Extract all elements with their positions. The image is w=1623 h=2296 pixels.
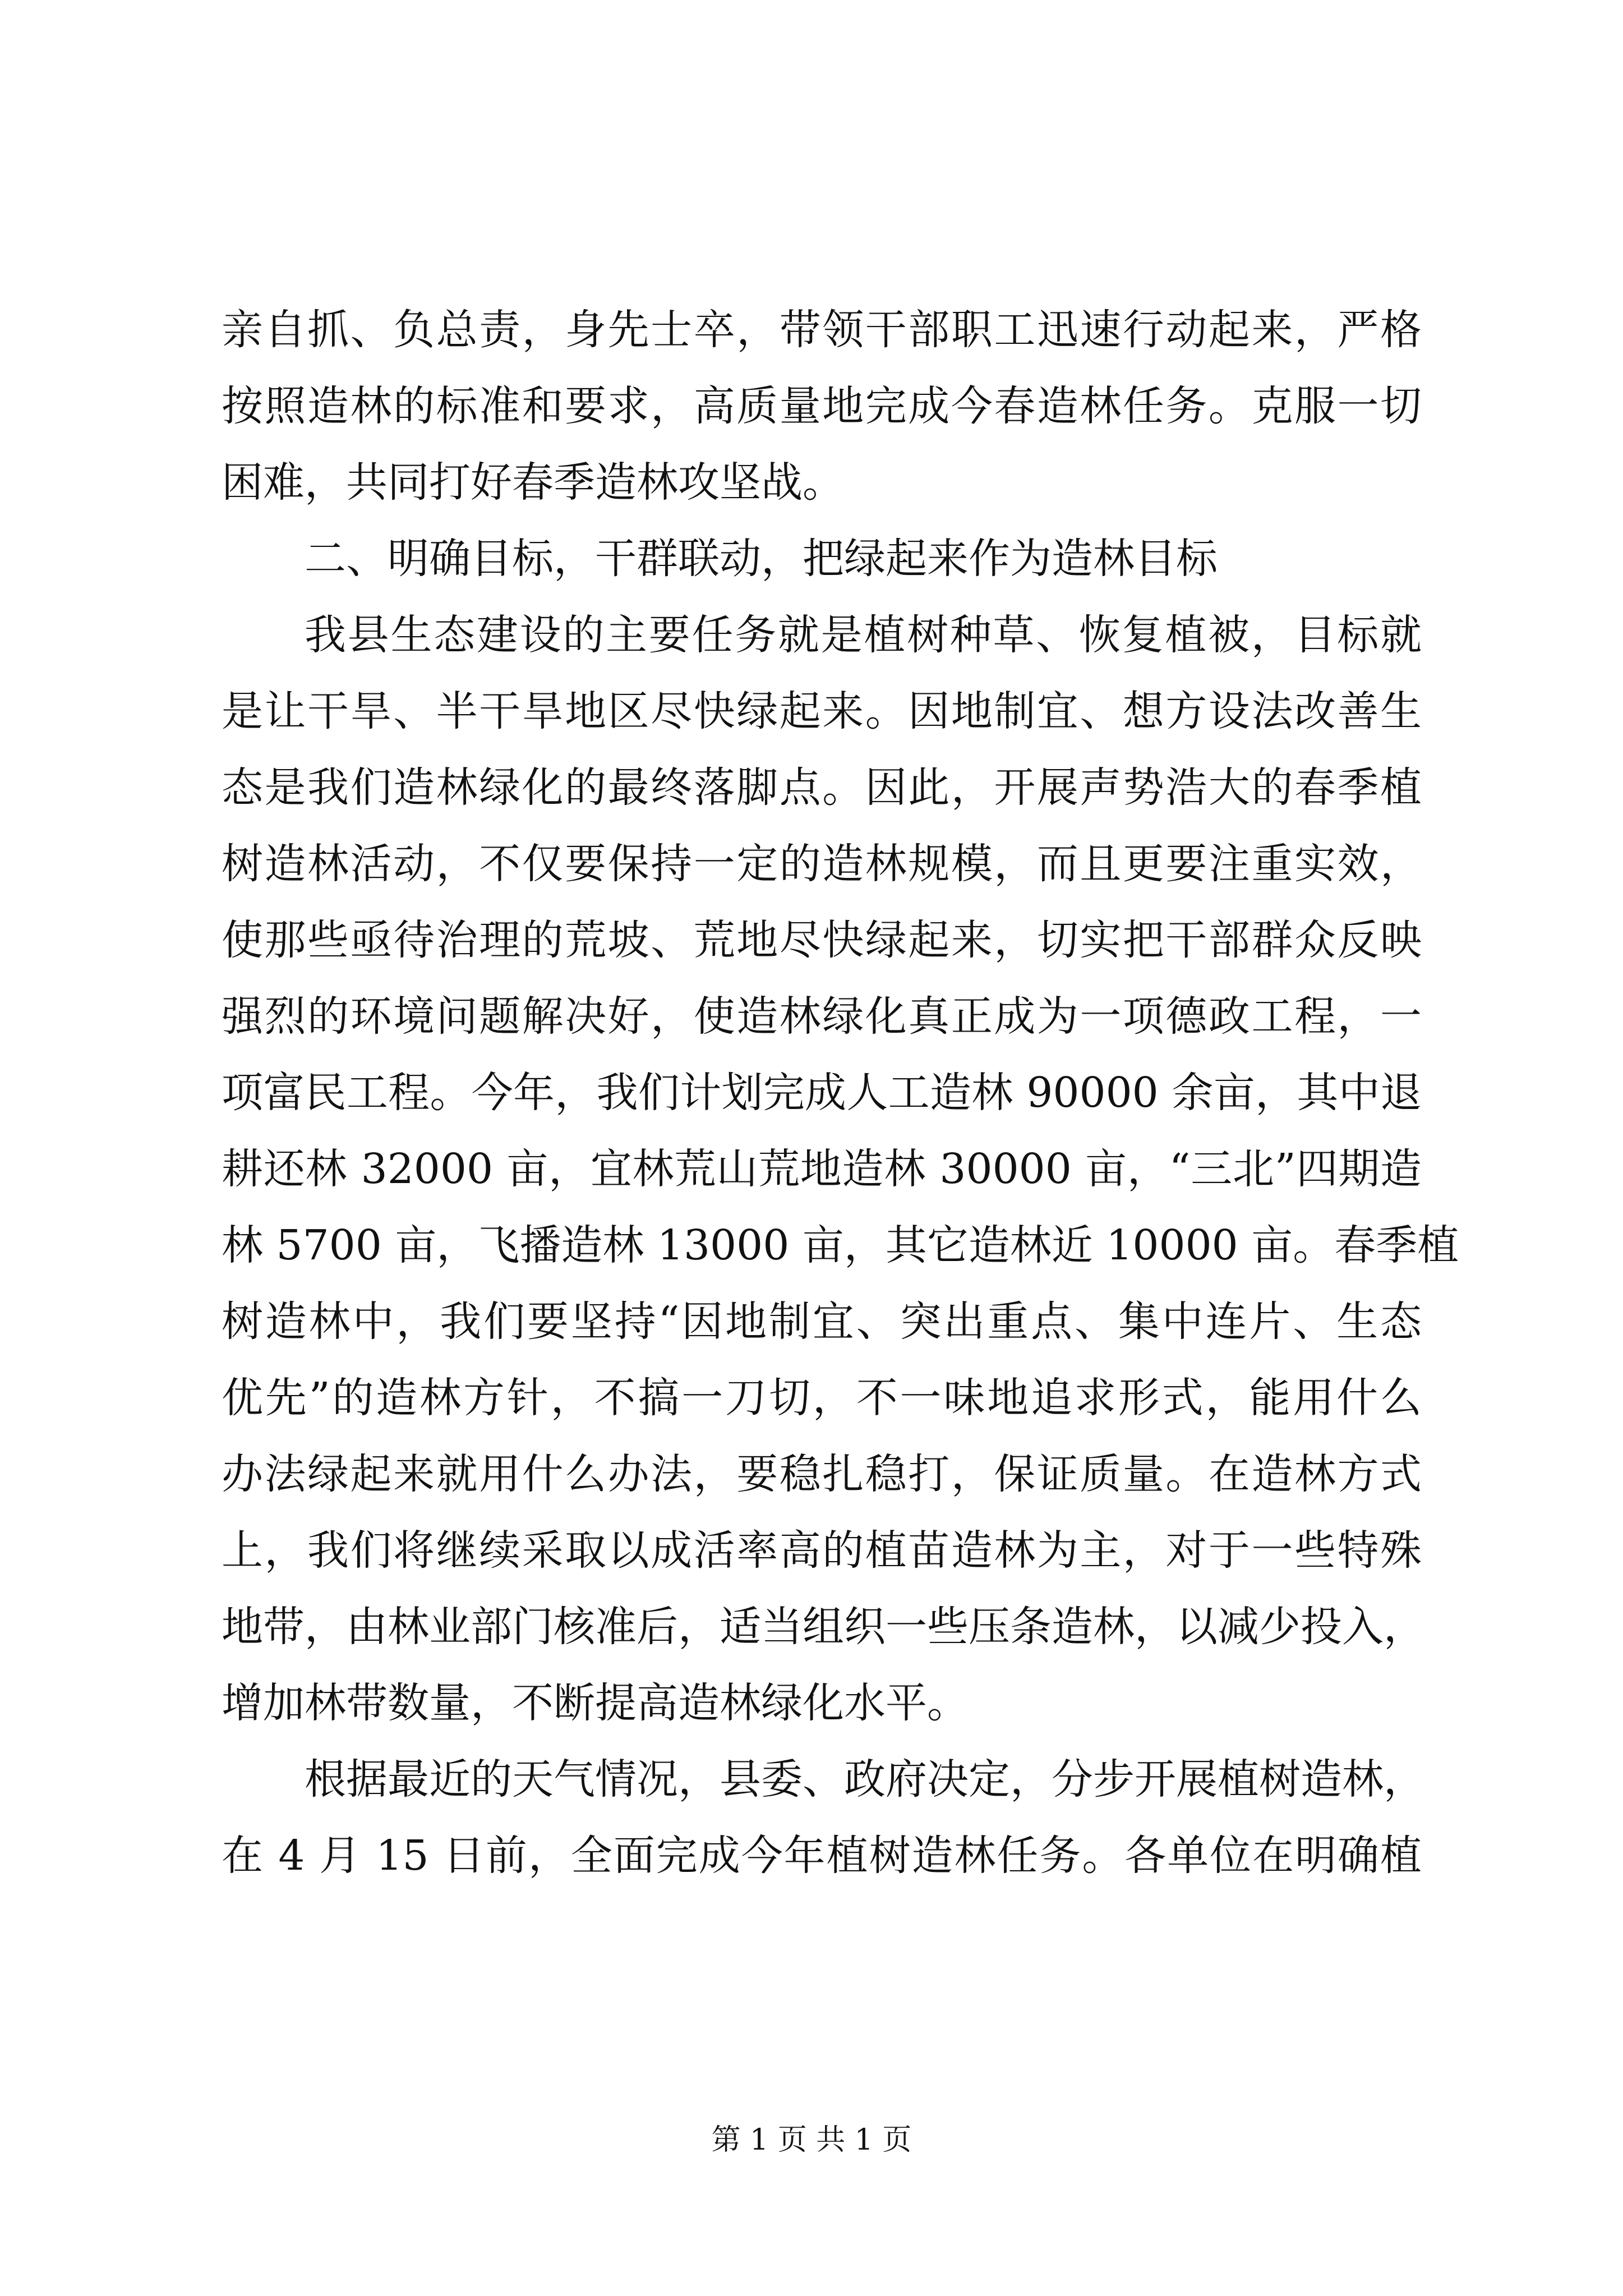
text-line: 树造林中，我们要坚持“因地制宜、突出重点、集中连片、生态 — [222, 1297, 1422, 1346]
text-line: 办法绿起来就用什么办法，要稳扎稳打，保证质量。在造林方式 — [222, 1450, 1422, 1498]
text-line: 林 5700 亩，飞播造林 13000 亩，其它造林近 10000 亩。春季植 — [222, 1221, 1459, 1269]
text-line: 强烈的环境问题解决好，使造林绿化真正成为一项德政工程，一 — [222, 992, 1422, 1041]
text-line: 按照造林的标准和要求，高质量地完成今春造林任务。克服一切 — [222, 382, 1422, 430]
text-line: 态是我们造林绿化的最终落脚点。因此，开展声势浩大的春季植 — [222, 763, 1422, 812]
text-line: 树造林活动，不仅要保持一定的造林规模，而且更要注重实效， — [222, 840, 1422, 888]
text-line: 亲自抓、负总责，身先士卒，带领干部职工迅速行动起来，严格 — [222, 306, 1422, 354]
text-line: 增加林带数量，不断提高造林绿化水平。 — [222, 1679, 969, 1727]
text-line: 项富民工程。今年，我们计划完成人工造林 90000 余亩，其中退 — [222, 1069, 1422, 1117]
text-line: 是让干旱、半干旱地区尽快绿起来。因地制宜、想方设法改善生 — [222, 687, 1422, 735]
section-heading: 二、明确目标，干群联动，把绿起来作为造林目标 — [305, 535, 1218, 583]
text-line: 在 4 月 15 日前，全面完成今年植树造林任务。各单位在明确植 — [222, 1832, 1422, 1880]
text-line: 困难，共同打好春季造林攻坚战。 — [222, 458, 844, 507]
text-line: 上，我们将继续采取以成活率高的植苗造林为主，对于一些特殊 — [222, 1526, 1422, 1575]
text-line: 耕还林 32000 亩，宜林荒山荒地造林 30000 亩，“三北”四期造 — [222, 1145, 1422, 1193]
text-line: 我县生态建设的主要任务就是植树种草、恢复植被，目标就 — [305, 611, 1422, 659]
document-body — [222, 292, 1459, 1894]
text-line: 优先”的造林方针，不搞一刀切，不一味地追求形式，能用什么 — [222, 1374, 1422, 1422]
text-line: 使那些亟待治理的荒坡、荒地尽快绿起来，切实把干部群众反映 — [222, 916, 1422, 964]
page-footer: 第 1 页 共 1 页 — [711, 2123, 912, 2157]
text-line: 根据最近的天气情况，县委、政府决定，分步开展植树造林， — [305, 1755, 1425, 1803]
text-line: 地带，由林业部门核准后，适当组织一些压条造林，以减少投入， — [222, 1603, 1425, 1651]
